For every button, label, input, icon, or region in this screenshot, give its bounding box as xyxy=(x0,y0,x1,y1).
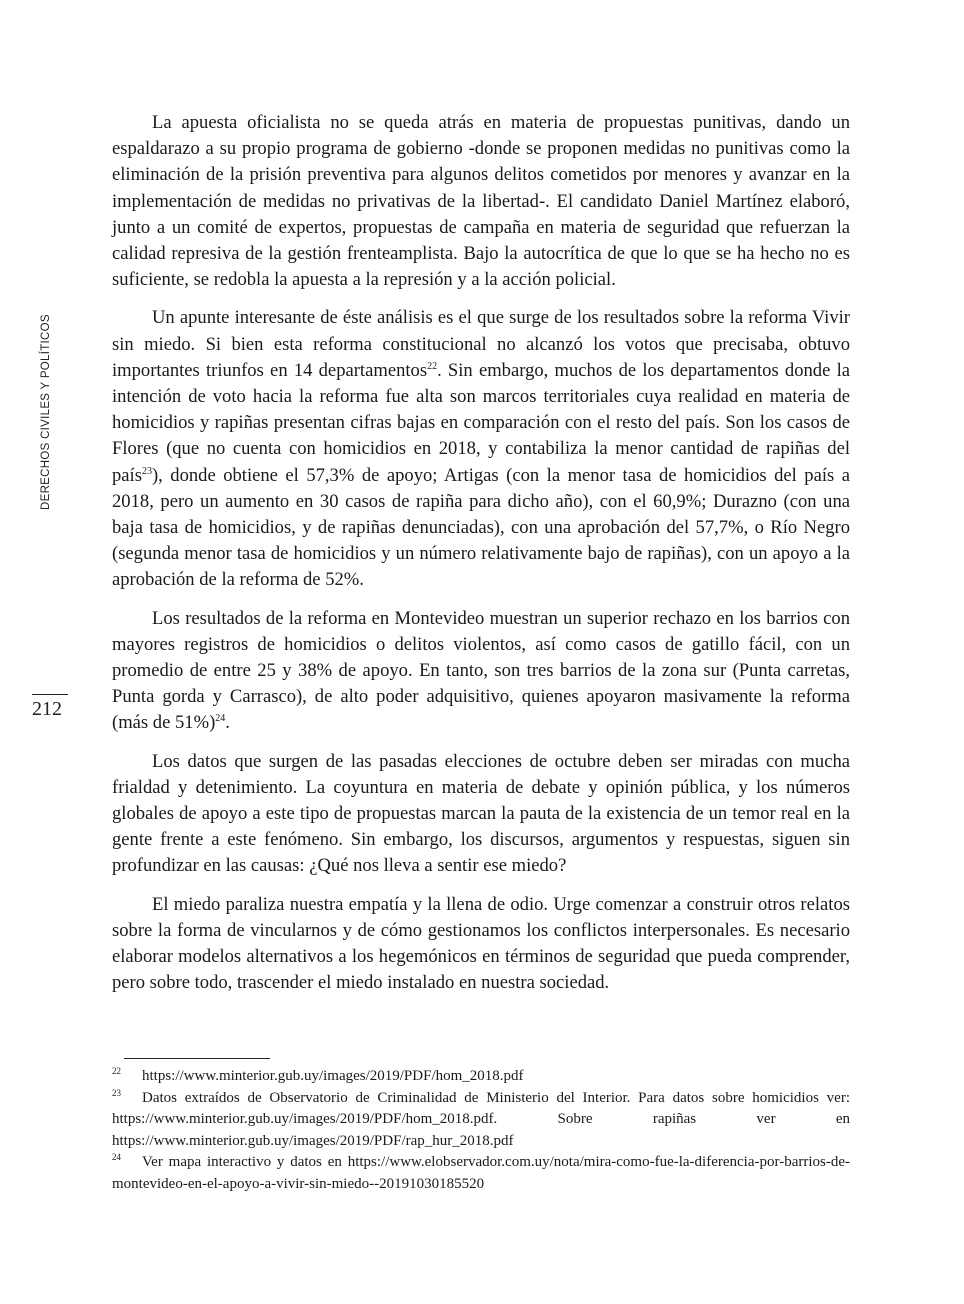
paragraph-4: Los datos que surgen de las pasadas elecciones de octubre deben ser miradas con mucha frialdad y detenimiento. La coyuntura en materia de debate y opinión pública, y los números globales de apoyo a este tipo de propuestas marcan la pauta de la existencia de un temor real en la gente frente a este fenómeno. Sin embargo, los discursos, argumentos y respuestas, siguen sin profundizar en las causas: ¿Qué nos lleva a sentir ese miedo? xyxy=(112,750,850,877)
footnote-22: 22 https://www.minterior.gub.uy/images/2019/PDF/hom_2018.pdf xyxy=(112,1066,524,1084)
footnote-ref-23[interactable]: 23 xyxy=(141,465,152,477)
footnote-24: 24 Ver mapa interactivo y datos en https://www.elobservador.com.uy/nota/mira-como-fue-la-diferencia-por-barrios-de-montevideo-en-el-apoyo-a-vivir-sin-miedo--20191030185520 xyxy=(112,1152,850,1192)
page-number: 212 xyxy=(32,698,62,720)
paragraph-2 xyxy=(112,305,850,593)
footnote-23: 23 Datos extraídos de Observatorio de Criminalidad de Ministerio del Interior. Para datos sobre homicidios ver: https://www.minterior.gub.uy/images/2019/PDF/hom_2018.pdf. Sobre rapiñas ver en https://www.minterior.gub.uy/images/2019/PDF/rap_hur_2018.pdf xyxy=(112,1087,850,1149)
footnote-separator xyxy=(124,1058,270,1059)
footnote-text[interactable]: Datos extraídos de Observatorio de Criminalidad de Ministerio del Interior. Para datos sobre homicidios ver: https://www.minterior.gub.uy/images/2019/PDF/hom_2018.pdf. Sobre rapiñas ver en https://www.minterior.gub.uy/images/2019/PDF/rap_hur_2018.pdf xyxy=(112,1089,850,1149)
body-text xyxy=(112,110,850,1009)
paragraph-3-part-a: Los resultados de la reforma en Montevideo muestran un superior rechazo en los barrios con mayores registros de homicidios o delitos violentos, así como casos de gatillo fácil, con un promedio de entre 25 y 38% de apoyo. En tanto, son tres barrios de la zona sur (Punta carretas, Punta gorda y Carrasco), de alto poder adquisitivo, quienes apoyaron masivamente la reforma (más de 51%) xyxy=(112,607,850,734)
footnotes xyxy=(112,1066,850,1195)
paragraph-1: La apuesta oficialista no se queda atrás en materia de propuestas punitivas, dando un espaldarazo a su propio programa de gobierno -donde se proponen medidas no punitivas como la eliminación de la prisión preventiva para algunos delitos cometidos por menores y avanzar en la implementación de medidas no privativas de la libertad-. El candidato Daniel Martínez elaboró, junto a un comité de expertos, propuestas de campaña en materia de seguridad que refuerzan la calidad represiva de la gestión frenteamplista. Bajo la autocrítica de que lo que se ha hecho no es suficiente, se redobla la apuesta a la represión y a la acción policial. xyxy=(112,112,850,291)
section-side-label: DERECHOS CIVILES Y POLÍTICOS xyxy=(40,314,52,510)
footnote-text[interactable]: https://www.minterior.gub.uy/images/2019/PDF/hom_2018.pdf xyxy=(142,1068,524,1084)
paragraph-2-part-c: ), donde obtiene el 57,3% de apoyo; Artigas (con la menor tasa de homicidios del país a 2018, pero un aumento en 30 casos de rapiña para dicho año), con el 60,9%; Durazno (con una baja tasa de homicidios, y de rapiñas denunciadas), con una aprobación del 57,7%, o Río Negro (segunda menor tasa de homicidios y un número relativamente bajo de rapiñas), con un apoyo a la aprobación de la reforma de 52%. xyxy=(112,464,850,591)
footnote-ref-24[interactable]: 24 xyxy=(215,713,226,725)
paragraph-3 xyxy=(112,606,850,737)
footnote-text[interactable]: Ver mapa interactivo y datos en https://www.elobservador.com.uy/nota/mira-como-fue-la-diferencia-por-barrios-de-montevideo-en-el-apoyo-a-vivir-sin-miedo--20191030185520 xyxy=(112,1154,850,1192)
paragraph-3-part-b: . xyxy=(225,712,230,734)
page-number-rule xyxy=(32,694,68,695)
footnote-ref-22[interactable]: 22 xyxy=(427,360,438,372)
paragraph-2-part-a: Un apunte interesante de éste análisis es el que surge de los resultados sobre la reforma Vivir sin miedo. Si bien esta reforma constitucional no alcanzó los votos que precisaba, obtuvo importantes triunfos en 14 departamentos xyxy=(112,307,850,381)
paragraph-5: El miedo paraliza nuestra empatía y la llena de odio. Urge comenzar a construir otros relatos sobre la forma de vincularnos y de cómo gestionamos los conflictos interpersonales. Es necesario elaborar modelos alternativos a los hegemónicos en términos de seguridad que pueda comprender, pero sobre todo, trascender el miedo instalado en nuestra sociedad. xyxy=(112,893,850,994)
paragraph-2-part-b: . Sin embargo, muchos de los departamentos donde la intención de voto hacia la reforma fue alta son marcos territoriales cuya realidad en materia de homicidios y rapiñas presentan cifras bajas en comparación con el resto del país. Son los casos de Flores (que no cuenta con homicidios en 2018, y contabiliza la menor cantidad de rapiñas del país xyxy=(112,359,850,486)
